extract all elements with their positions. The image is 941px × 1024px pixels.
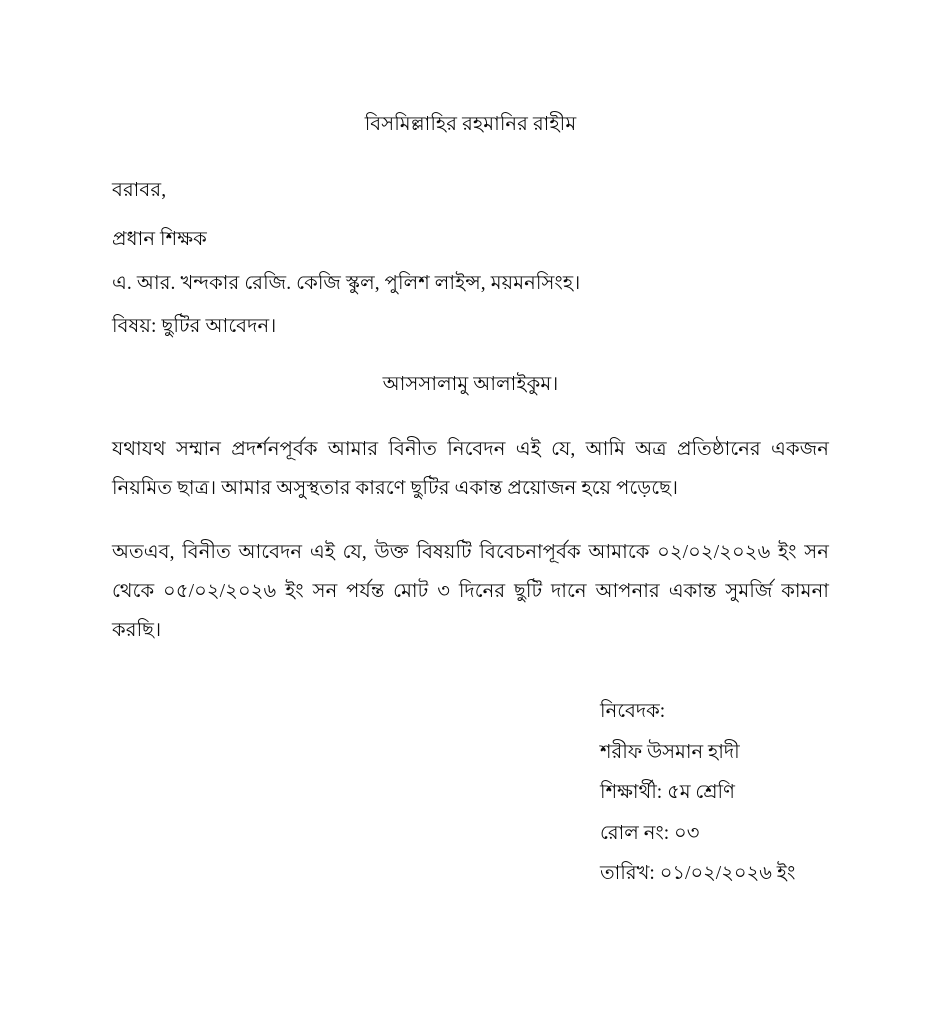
addressee-salutation-label: বরাবর,: [112, 180, 167, 201]
invocation-heading: বিসমিল্লাহির রহমানির রাহীম: [364, 114, 577, 135]
addressee-title: প্রধান শিক্ষক: [112, 229, 207, 250]
subject-line: বিষয়: ছুটির আবেদন।: [112, 316, 277, 337]
signature-closing-label: নিবেদক:: [600, 701, 666, 722]
body-paragraph-two: অতএব, বিনীত আবেদন এই যে, উক্ত বিষয়টি বিবেচনাপূর্বক আমাকে ০২/০২/২০২৬ ইং সন থেকে ০৫/০২/২০২৬ ইং সন পর্যন্ত মোট ৩ দিনের ছুটি দানে আপনার একান্ত সুমর্জি কামনা করছি।: [112, 542, 829, 641]
signature-roll-number: রোল নং: ০৩: [600, 822, 700, 844]
body-paragraph-one: যথাযথ সম্মান প্রদর্শনপূর্বক আমার বিনীত নিবেদন এই যে, আমি অত্র প্রতিষ্ঠানের একজন নিয়মিত ছাত্র। আমার অসুস্থতার কারণে ছুটির একান্ত প্রয়োজন হয়ে পড়েছে।: [112, 439, 829, 499]
addressee-institution: এ. আর. খন্দকার রেজি. কেজি স্কুল, পুলিশ লাইন্স, ময়মনসিংহ।: [112, 273, 581, 294]
signature-class: শিক্ষার্থী: ৫ম শ্রেণি: [600, 782, 735, 803]
signature-name: শরীফ উসমান হাদী: [600, 741, 740, 763]
signature-block: [600, 692, 930, 895]
greeting-line: আসসালামু আলাইকুম।: [382, 374, 559, 395]
signature-date: তারিখ: ০১/০২/২০২৬ ইং: [600, 863, 796, 884]
